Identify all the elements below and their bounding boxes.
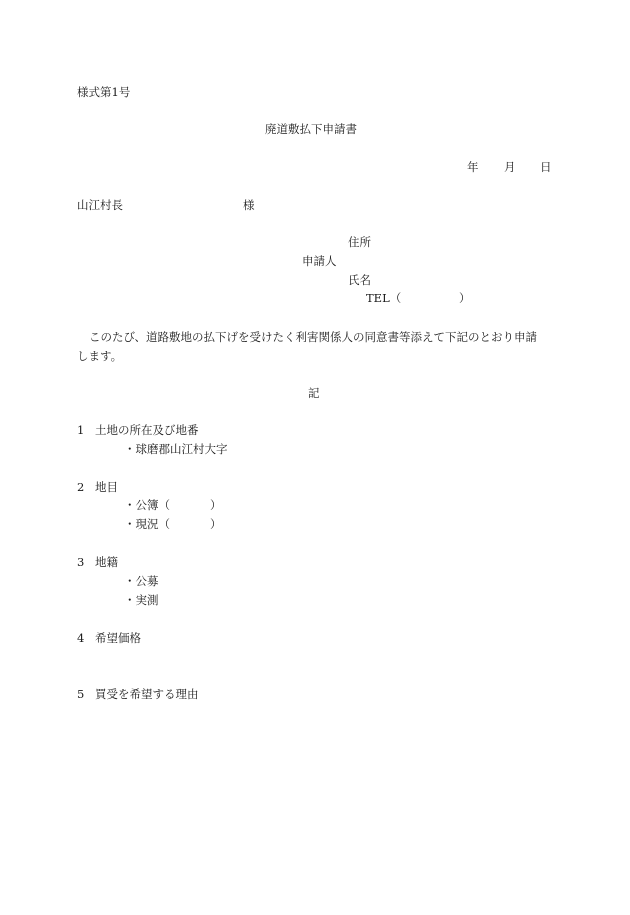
applicant-tel-close: ） [459, 291, 471, 305]
item-number: 4 [77, 631, 85, 645]
applicant-tel-label: TEL（ [366, 291, 402, 305]
item-sub-current: ・現況（ [124, 517, 170, 531]
item-number: 5 [77, 687, 85, 701]
item-sub-registry-close: ） [210, 498, 222, 512]
body-text-line1: このたび、道路敷地の払下げを受けたく利害関係人の同意書等添えて下記のとおり申請 [89, 330, 538, 344]
item-sub-measured: ・実測 [124, 593, 159, 607]
date-month: 月 [504, 160, 516, 174]
item-sub-current-close: ） [210, 517, 222, 531]
item-number: 2 [77, 480, 85, 494]
item-label-land-category: 地目 [95, 480, 118, 494]
item-number: 3 [77, 555, 85, 569]
applicant-role-label: 申請人 [302, 254, 337, 268]
item-label-land-location: 土地の所在及び地番 [95, 423, 199, 437]
item-sub-public: ・公募 [124, 574, 159, 588]
document-title: 廃道敷払下申請書 [265, 122, 357, 136]
applicant-address-label: 住所 [348, 235, 371, 249]
form-number: 様式第1号 [77, 85, 131, 99]
applicant-name-label: 氏名 [348, 273, 371, 287]
item-sub-address: ・球磨郡山江村大字 [124, 442, 228, 456]
body-text-line2: します。 [77, 349, 123, 363]
item-label-desired-price: 希望価格 [95, 631, 141, 645]
item-label-purchase-reason: 買受を希望する理由 [95, 687, 199, 701]
date-year: 年 [467, 160, 479, 174]
addressee-honorific: 様 [243, 198, 255, 212]
ki-heading: 記 [308, 386, 320, 400]
item-sub-registry: ・公簿（ [124, 498, 170, 512]
item-label-area: 地籍 [95, 555, 118, 569]
addressee-name: 山江村長 [77, 198, 123, 212]
date-day: 日 [540, 160, 552, 174]
item-number: 1 [77, 423, 85, 437]
